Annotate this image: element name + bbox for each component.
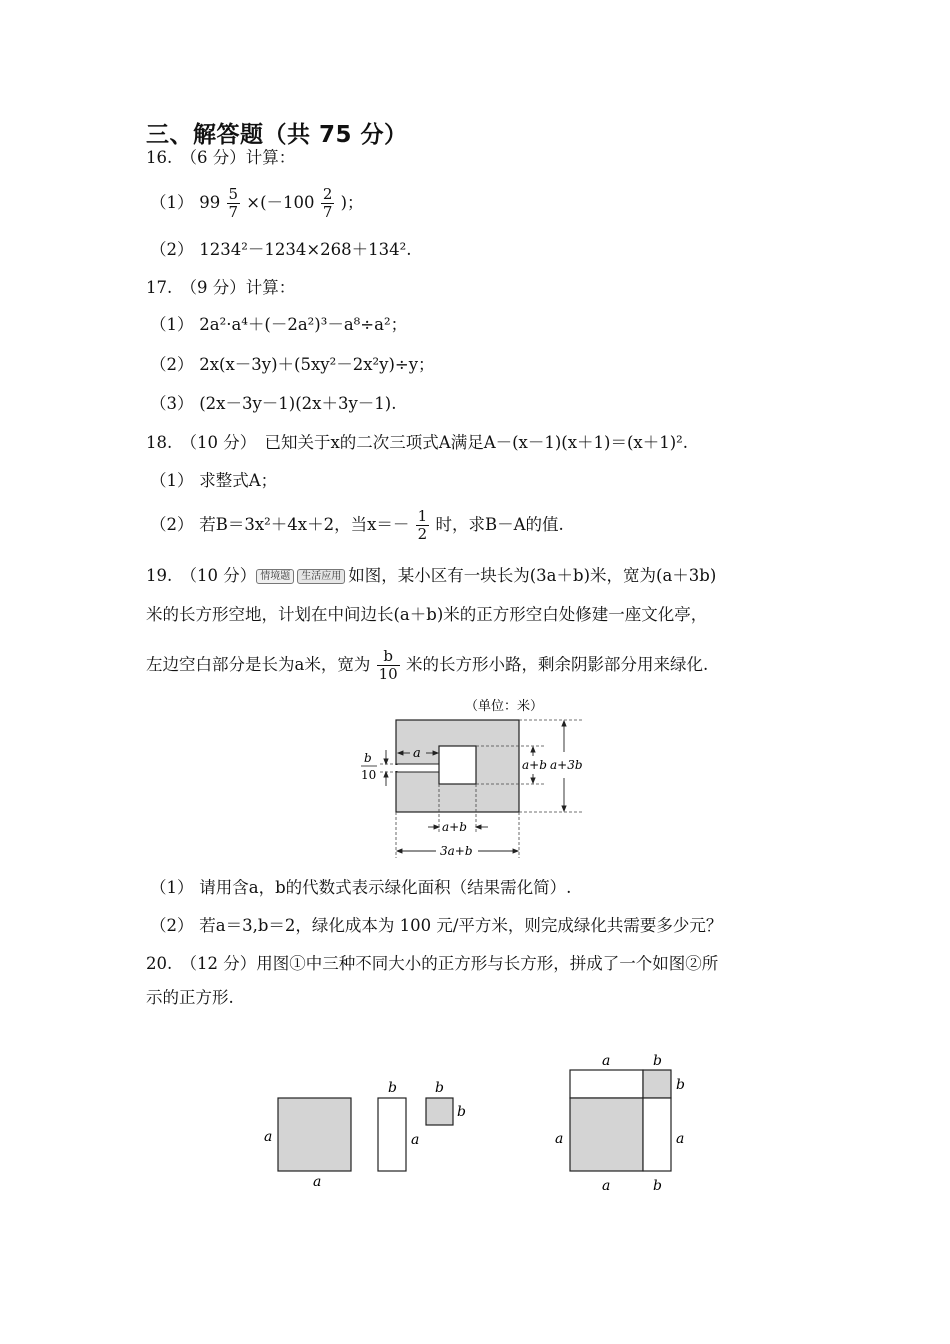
fig2-label-a-bottom: a: [602, 1178, 611, 1194]
fig-label-apb-vertical: a+b: [522, 758, 547, 772]
q16-part1: [150, 186, 364, 221]
fig-label-10: 10: [361, 768, 377, 782]
q17-part3: [150, 392, 397, 416]
fig1-label-b-top: b: [435, 1080, 444, 1096]
fig1-big-square: [278, 1098, 351, 1171]
q18-frac: [416, 508, 430, 543]
fig2-label-b-right: b: [676, 1077, 685, 1093]
q17-part2-expr: 2x(x－3y)＋(5xy²－2x²y)÷y；: [199, 355, 435, 374]
q16-part2-tag: （2）: [150, 240, 194, 259]
fig2-label-a-right: a: [676, 1131, 685, 1147]
q16-frac1: [227, 186, 241, 221]
fig-label-a: a: [413, 746, 421, 761]
fig2-right-rect: [643, 1098, 671, 1171]
fig-path-gap: [394, 765, 398, 771]
fig1-small-square: [426, 1098, 453, 1125]
q19-part1: [150, 876, 571, 900]
fig-arrow-b10: [384, 750, 388, 786]
fig-label-b: b: [364, 751, 372, 765]
q19-figure: [350, 688, 610, 868]
fig-pavilion-square: [439, 746, 476, 784]
q19-frac-num: b: [377, 648, 400, 666]
q19-line1: [146, 564, 716, 588]
q16-part2: [150, 238, 412, 262]
q16-head: 16. （6 分）计算：: [146, 148, 296, 167]
q16-frac1-num: 5: [228, 185, 239, 203]
q18-part2-a: 若B＝3x²＋4x＋2，当x＝－: [199, 515, 410, 534]
fig1-label-a-bottom: a: [313, 1174, 322, 1190]
q19-frac-den: 10: [378, 665, 398, 683]
q18-part2-tag: （2）: [150, 515, 194, 534]
fig-label-ap3b: a+3b: [550, 758, 583, 772]
fig1-label-b-rect: b: [388, 1080, 397, 1096]
q16-part1-c: )；: [340, 193, 364, 212]
q16-part1-b: ×(－100: [246, 193, 315, 212]
fig1-rectangle: [378, 1098, 406, 1171]
q20-figure-2: [545, 1045, 705, 1195]
q19-line3-a: 左边空白部分是长为a米，宽为: [146, 655, 371, 674]
fig2-small-square: [643, 1070, 671, 1098]
q19-head-a: 19. （10 分）: [146, 566, 257, 585]
fig2-label-a-left: a: [555, 1131, 564, 1147]
fig1-label-a-rect: a: [411, 1132, 420, 1148]
q19-part1-text: 请用含a，b的代数式表示绿化面积（结果需化简）.: [199, 878, 572, 897]
q18-part2: [150, 508, 564, 543]
fig2-label-b-bottom: b: [653, 1178, 662, 1194]
q19-part2-text: 若a＝3,b＝2，绿化成本为 100 元/平方米，则完成绿化共需要多少元？: [199, 916, 723, 935]
fig2-top-rect: [570, 1070, 643, 1098]
fig2-label-a-top: a: [602, 1053, 611, 1069]
fig-label-3apb: 3a+b: [440, 844, 473, 858]
q17-part2: [150, 353, 435, 377]
badge-life-application: 生活应用: [297, 569, 345, 584]
q17-part1: [150, 313, 407, 337]
q16-part1-a: 99: [199, 193, 221, 212]
q18-part1-text: 求整式A；: [199, 471, 278, 490]
q17-part3-expr: (2x－3y－1)(2x＋3y－1).: [199, 394, 397, 413]
q19-frac: [377, 648, 400, 683]
q16-part1-tag: （1）: [150, 193, 194, 212]
q17-part1-expr: 2a²·a⁴＋(－2a²)³－a⁸÷a²；: [199, 315, 408, 334]
q16-frac2-num: 2: [322, 185, 333, 203]
fig-unit-label: （单位：米）: [465, 699, 544, 714]
q16-part2-expr: 1234²－1234×268＋134².: [199, 240, 412, 259]
q17-head: 17. （9 分）计算：: [146, 278, 296, 297]
q19-part1-tag: （1）: [150, 878, 194, 897]
q19-line2: 米的长方形空地，计划在中间边长(a＋b)米的正方形空白处修建一座文化亭，: [146, 605, 708, 624]
q16-frac1-den: 7: [228, 203, 239, 221]
q19-part2-tag: （2）: [150, 916, 194, 935]
fig2-label-b-top: b: [653, 1053, 662, 1069]
q19-line3: [146, 648, 708, 683]
q20-line1: 20. （12 分）用图①中三种不同大小的正方形与长方形，拼成了一个如图②所: [146, 954, 719, 973]
fig2-big-square: [570, 1098, 643, 1171]
q18-part2-b: 时，求B－A的值.: [435, 515, 564, 534]
q19-head-b: 如图，某小区有一块长为(3a＋b)米，宽为(a＋3b): [348, 566, 717, 585]
fig1-label-a-left: a: [264, 1129, 273, 1145]
q17-part1-tag: （1）: [150, 315, 194, 334]
q18-frac-num: 1: [417, 507, 428, 525]
q18-frac-den: 2: [417, 525, 428, 543]
section-title: 三、解答题（共 75 分）: [146, 122, 408, 148]
q19-line3-b: 米的长方形小路，剩余阴影部分用来绿化.: [405, 655, 709, 674]
q20-line2: 示的正方形.: [146, 988, 234, 1007]
fig-label-apb-horizontal: a+b: [442, 820, 467, 834]
q17-part2-tag: （2）: [150, 355, 194, 374]
badge-scenario: 情境题: [256, 569, 294, 584]
q18-head: 18. （10 分） 已知关于x的二次三项式A满足A－(x－1)(x＋1)＝(x＋1)².: [146, 433, 689, 452]
q18-part1: [150, 469, 277, 493]
q16-frac2: [321, 186, 335, 221]
fig1-label-b-side: b: [457, 1104, 466, 1120]
q18-part1-tag: （1）: [150, 471, 194, 490]
q20-figure-1: [255, 1070, 485, 1195]
fig-path-strip: [397, 764, 439, 772]
q16-frac2-den: 7: [322, 203, 333, 221]
q17-part3-tag: （3）: [150, 394, 194, 413]
q19-part2: [150, 914, 722, 938]
